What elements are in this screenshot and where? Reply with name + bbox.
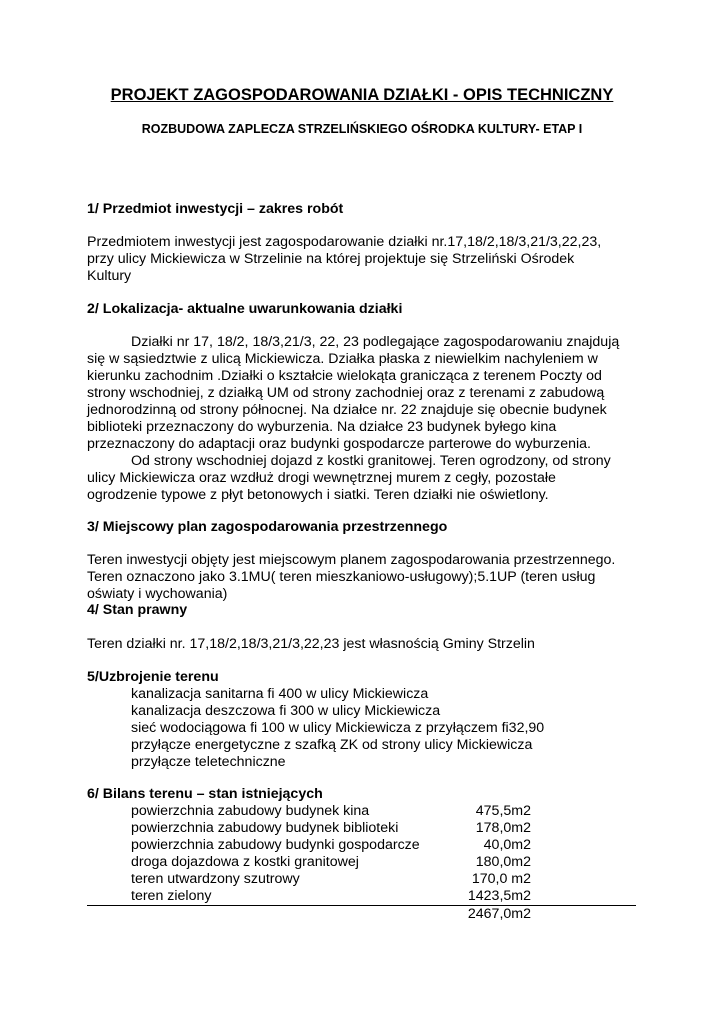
section-2-line: Od strony wschodniej dojazd z kostki granitowej. Teren ogrodzony, od strony [131, 453, 611, 469]
section-2-line: strony wschodniej, z działką UM od strony zachodniej oraz z terenami z zabudową [87, 385, 605, 401]
section-3-heading: 3/ Miejscowy plan zagospodarowania przestrzennego [87, 519, 448, 535]
balance-label: powierzchnia zabudowy budynki gospodarcze [131, 837, 420, 853]
section-1-line: Przedmiotem inwestycji jest zagospodarowanie działki nr.17,18/2,18/3,21/3,22,23, [87, 234, 602, 250]
balance-value: 1423,5m2 [467, 888, 531, 904]
section-2-line: biblioteki przeznaczony do wyburzenia. Na działce 23 budynek byłego kina [87, 419, 557, 435]
utility-item: sieć wodociągowa fi 100 w ulicy Mickiewicza z przyłączem fi32,90 [131, 720, 545, 736]
balance-label: teren utwardzony szutrowy [131, 871, 300, 887]
section-3-line: Teren oznaczono jako 3.1MU( teren mieszkaniowo-usługowy);5.1UP (teren usług [87, 569, 596, 585]
balance-value: 475,5m2 [475, 803, 531, 819]
section-4-heading: 4/ Stan prawny [87, 602, 188, 618]
section-2-line: się w sąsiedztwie z ulicą Mickiewicza. Działka płaska z niewielkim nachyleniem w [87, 351, 598, 367]
section-1-line: przy ulicy Mickiewicza w Strzelinie na której projektuje się Strzeliński Ośrodek [87, 251, 575, 267]
balance-label: powierzchnia zabudowy budynek biblioteki [131, 820, 399, 836]
balance-value: 40,0m2 [483, 837, 531, 853]
section-2-line: ogrodzenie typowe z płyt betonowych i siatki. Teren działki nie oświetlony. [87, 487, 549, 503]
section-2-line: jednorodzinną od strony północnej. Na działce nr. 22 znajduje się obecnie budynek [87, 402, 607, 418]
section-2-line: Działki nr 17, 18/2, 18/3,21/3, 22, 23 podlegające zagospodarowaniu znajdują [131, 334, 620, 350]
section-1-line: Kultury [87, 268, 132, 284]
balance-label: powierzchnia zabudowy budynek kina [131, 803, 370, 819]
section-5-heading: 5/Uzbrojenie terenu [87, 669, 219, 685]
utility-item: kanalizacja sanitarna fi 400 w ulicy Mickiewicza [131, 686, 429, 702]
section-3-line: Teren inwestycji objęty jest miejscowym planem zagospodarowania przestrzennego. [87, 552, 616, 568]
balance-value: 178,0m2 [475, 820, 531, 836]
section-2-line: ulicy Mickiewicza oraz wzdłuż drogi wewnętrznej murem z cegły, pozostałe [87, 470, 556, 486]
balance-value: 170,0 m2 [471, 871, 531, 887]
section-2-line: przeznaczony do adaptacji oraz budynki gospodarcze parterowe do wyburzenia. [87, 436, 591, 452]
section-6-heading: 6/ Bilans terenu – stan istniejących [87, 786, 323, 802]
balance-value: 180,0m2 [475, 854, 531, 870]
section-2-heading: 2/ Lokalizacja- aktualne uwarunkowania działki [87, 301, 403, 317]
utility-item: przyłącze energetyczne z szafką ZK od strony ulicy Mickiewicza [131, 737, 533, 753]
sum-divider [87, 905, 636, 906]
section-3-line: oświaty i wychowania) [87, 586, 228, 602]
document-subtitle: ROZBUDOWA ZAPLECZA STRZELIŃSKIEGO OŚRODKA KULTURY- ETAP I [141, 122, 583, 136]
document-title: PROJEKT ZAGOSPODAROWANIA DZIAŁKI - OPIS TECHNICZNY [110, 86, 614, 104]
balance-label: droga dojazdowa z kostki granitowej [131, 854, 359, 870]
section-2-line: kierunku zachodnim .Działki o kształcie wielokąta granicząca z terenem Poczty od [87, 368, 602, 384]
section-4-text: Teren działki nr. 17,18/2,18/3,21/3,22,23 jest własnością Gminy Strzelin [87, 636, 535, 652]
utility-item: przyłącze teletechniczne [131, 754, 286, 770]
section-1-heading: 1/ Przedmiot inwestycji – zakres robót [87, 201, 344, 217]
balance-label: teren zielony [131, 888, 212, 904]
balance-total: 2467,0m2 [467, 906, 531, 922]
utility-item: kanalizacja deszczowa fi 300 w ulicy Mickiewicza [131, 703, 441, 719]
